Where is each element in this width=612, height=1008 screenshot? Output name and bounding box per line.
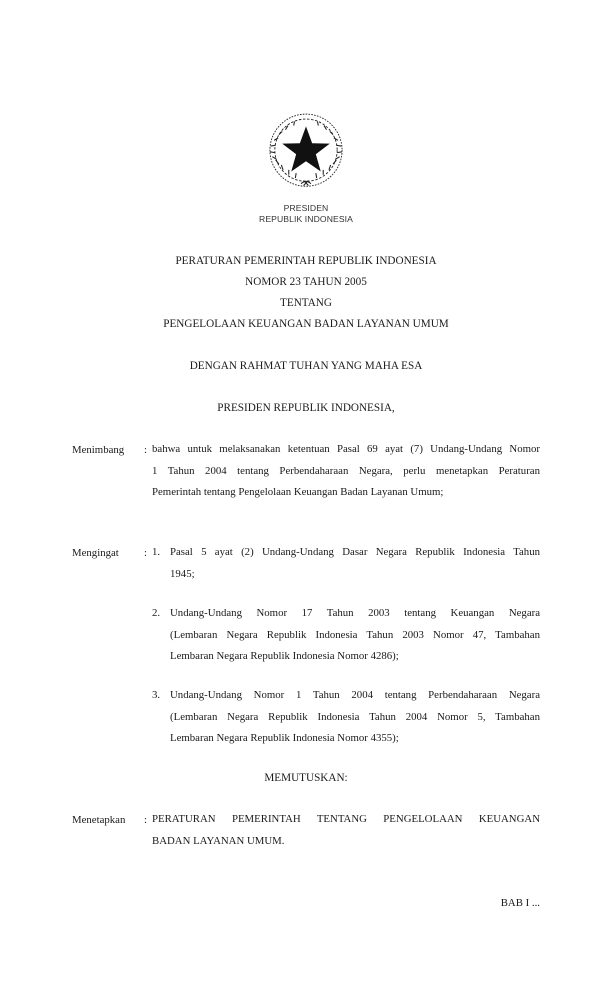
mengingat-item-3 (152, 685, 540, 750)
item-number: 2. (152, 607, 161, 619)
regulation-title: PERATURAN PEMERINTAH REPUBLIK INDONESIA (175, 255, 437, 267)
mengingat-colon: : (144, 547, 147, 559)
regulation-subject: PENGELOLAAN KEUANGAN BADAN LAYANAN UMUM (163, 318, 449, 330)
text-line: Undang-Undang Nomor 17 Tahun 2003 tentang Keuangan Negara (170, 607, 540, 619)
emblem-caption-line2: REPUBLIK INDONESIA (259, 214, 353, 224)
text-line: Lembaran Negara Republik Indonesia Nomor 4286); (170, 650, 399, 662)
text-line: Lembaran Negara Republik Indonesia Nomor 4355); (170, 732, 399, 744)
mengingat-label: Mengingat (72, 547, 119, 559)
menimbang-colon: : (144, 444, 147, 456)
memutuskan-heading: MEMUTUSKAN: (264, 772, 348, 784)
authority-text: PRESIDEN REPUBLIK INDONESIA, (217, 402, 395, 414)
menimbang-label: Menimbang (72, 444, 125, 456)
menetapkan-label: Menetapkan (72, 814, 126, 826)
text-line: Pemerintah tentang Pengelolaan Keuangan Badan Layanan Umum; (152, 486, 444, 498)
text-line: PERATURAN PEMERINTAH TENTANG PENGELOLAAN KEUANGAN (152, 813, 540, 825)
regulation-number: NOMOR 23 TAHUN 2005 (245, 276, 367, 288)
text-line: Undang-Undang Nomor 1 Tahun 2004 tentang Perbendaharaan Negara (170, 689, 540, 701)
menetapkan-colon: : (144, 814, 147, 826)
item-number: 3. (152, 689, 161, 701)
mengingat-item-1 (152, 542, 540, 585)
continuation-marker: BAB I ... (500, 897, 540, 909)
text-line: (Lembaran Negara Republik Indonesia Tahun 2004 Nomor 5, Tambahan (170, 710, 540, 723)
text-line: Pasal 5 ayat (2) Undang-Undang Dasar Negara Republik Indonesia Tahun (170, 546, 540, 558)
regulation-about: TENTANG (280, 297, 332, 309)
text-line: 1945; (170, 567, 195, 580)
menetapkan-paragraph (152, 809, 540, 852)
text-line: BADAN LAYANAN UMUM. (152, 834, 285, 847)
text-line: (Lembaran Negara Republik Indonesia Tahun 2003 Nomor 47, Tambahan (170, 628, 540, 641)
text-line: bahwa untuk melaksanakan ketentuan Pasal 69 ayat (7) Undang-Undang Nomor (152, 443, 540, 455)
emblem-caption-line1: PRESIDEN (283, 203, 329, 213)
invocation-text: DENGAN RAHMAT TUHAN YANG MAHA ESA (189, 360, 423, 372)
text-line: 1 Tahun 2004 tentang Perbendaharaan Negara, perlu menetapkan Peraturan (152, 464, 540, 477)
menimbang-paragraph (152, 439, 540, 504)
mengingat-item-2 (152, 603, 540, 668)
presidential-emblem-icon (265, 110, 347, 192)
item-number: 1. (152, 546, 161, 558)
